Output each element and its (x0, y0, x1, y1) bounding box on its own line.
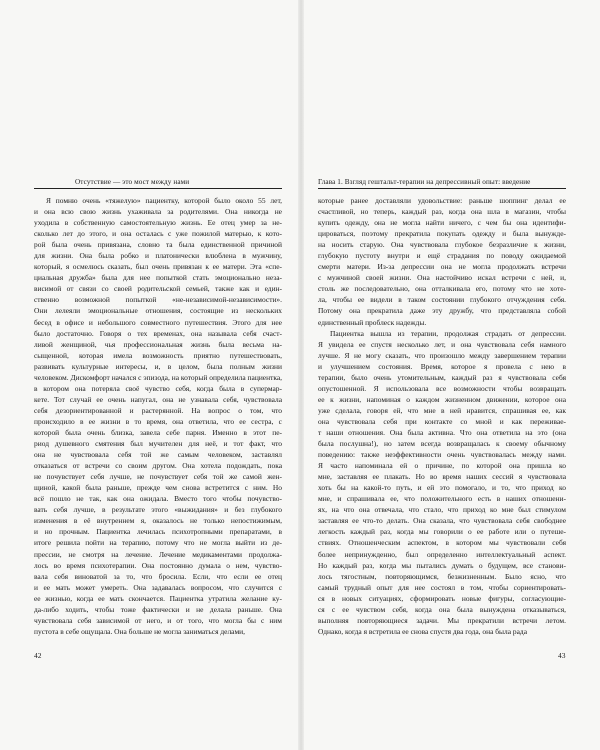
text-line: уже сделала, говоря ей, что мне в ней нравится, спрашивая ее, как (318, 405, 566, 415)
text-line: Они лелеяли эмоциональные отношения, состоящие из нескольких (34, 306, 282, 316)
text-line: ственно возможной попыткой «не-независимой-независимости». (34, 295, 282, 305)
text-line: мне, заставляя ее плакать. Но во время наших сессий я чувствовала (318, 472, 566, 482)
left-page-number: 42 (34, 651, 42, 660)
text-line: ся с ее чувством себя, когда она была вынуждена отказываться, (318, 604, 566, 614)
text-line: сколько лет до этого, и она осталась с уже пожилой матерью, к кото- (34, 229, 282, 239)
text-line: которой была очень близка, завела себе парня. Именно в этот пе- (34, 427, 282, 437)
text-line: хоть бы на какой-то путь, и ей это помогало, и то, что приход ко (318, 483, 566, 493)
text-line: ее жизнью, когда ее мать скончается. Пациентка утратила желание ку- (34, 593, 282, 603)
text-line: купить одежду, она не могла найти ничего, с чем бы она идентифи- (318, 218, 566, 228)
text-line: на носить старую. Она чувствовала глубокое безразличие к жизни, (318, 240, 566, 250)
text-line: да-либо ходить, чтобы тоже фактически и не делала раньше. Она (34, 604, 282, 614)
right-running-head: Глава 1. Взгляд гештальт-терапии на депрессивный опыт: введение (318, 178, 531, 186)
text-line: которые ранее доставляли удовольствие: раньше шоппинг делал ее (318, 196, 566, 205)
text-line: заставляя ее что-то делать. Она сказала, что чувствовала себя свободнее (318, 516, 566, 526)
right-header-rule (318, 188, 566, 189)
text-line: чувствовала себя зависимой от него, и от того, что могла бы с ним (34, 615, 282, 625)
text-line: отказаться от встречи со своим другом. Она хотела подождать, пока (34, 461, 282, 471)
text-line: лось во время психотерапии. Она постоянно думала о нем, чувство- (34, 560, 282, 570)
text-line: прессии, не смотря на лечение. Лечение медикаментами продолжа- (34, 549, 282, 559)
text-line: вала себя виноватой за то, что бросила. Если, что если ее отец (34, 571, 282, 581)
text-line: лучше. Я не могу сказать, что произошло между завершением терапии (318, 350, 566, 360)
text-line: терапии, было очень утомительным, каждый раз я чувствовала себя (318, 372, 566, 382)
text-line: сыщенной, которая имела возможность приятно путешествовать, (34, 350, 282, 360)
text-line: Однако, когда я встретила ее снова спустя два года, она была рада (318, 626, 528, 636)
text-line: было достаточно. Говоря о тех временах, она называла себя счаст- (34, 328, 282, 338)
text-line: она чувствовала себя при контакте со мной и как переживае- (318, 416, 566, 426)
text-line: более непринужденно, был определенно интеллектуальный аспект. (318, 549, 566, 559)
text-line: Пациентка вышла из терапии, продолжая страдать от депрессии. (330, 328, 566, 338)
text-line: себя дезориентированной и растерянной. На вопрос о том, что (34, 405, 282, 415)
text-line: ях, на что она отвечала, что стало, что приход ко мне был стимулом (318, 505, 566, 515)
right-page-number: 43 (558, 651, 566, 660)
text-line: поведению: также неэффективности очень чувствовалась между нами. (318, 450, 566, 460)
text-line: была послушна!), но затем всегда возвращалась к своему обычному (318, 439, 566, 449)
text-line: висимой от связи со своей родительской семьей, также как и един- (34, 284, 282, 294)
left-running-head: Отсутствие — это мост между нами (75, 178, 190, 186)
text-line: ла, чтобы ее видели в таком состоянии глубокого отчуждения себя. (318, 295, 566, 305)
left-page (0, 0, 298, 750)
text-line: рой была очень привязана, словно та была единственной причиной (34, 240, 282, 250)
text-line: с мужчиной своей жизни. Она настойчиво искал встречи с ней, и, (318, 273, 566, 283)
text-line: т наши отношения. Она была активна. Что она ответила на это (она (318, 427, 566, 437)
text-line: Я часто напоминала ей о причине, по которой она пришла ко (318, 461, 566, 471)
text-line: всё пошло не так, как она ожидала. Вместо того чтобы почувство- (34, 494, 282, 504)
text-line: и улучшением состояния. Время, которое я провела с нею в (318, 361, 566, 371)
left-header-rule (34, 188, 282, 189)
text-line: глубокую пустоту внутри и ещё страдания по поводу ожидаемой (318, 251, 566, 261)
text-line: риод душевного смятения был мучителен для неё, и тот факт, что (34, 439, 282, 449)
text-line: столь же последовательно, она отталкивала его, потому что не хоте- (318, 284, 566, 294)
text-line: для жизни. Она была робко и платонически влюблена в мужчину, (34, 251, 282, 261)
right-page (304, 0, 600, 750)
left-page-body (34, 195, 282, 637)
text-line: уходила в собственную самостоятельную жизнь. Ее отец умер за не- (34, 218, 282, 228)
text-line: ся в новых ситуациях, сформировать новые фигуры, согласующие- (318, 593, 566, 603)
text-line: не почувствует себя лучше, не почувствует себя той же самой жен- (34, 472, 282, 482)
text-line: счастливой, но теперь, каждый раз, когда она шла в магазин, чтобы (318, 207, 566, 217)
text-line: человеком. Дискомфорт начался с эпизода, на который определила пациентка, (34, 372, 282, 382)
text-line: и она всю свою жизнь ухаживала за родителями. Она никогда не (34, 207, 282, 217)
text-line: самый трудный опыт для нее состоял в том, чтобы сориентировать- (318, 582, 566, 592)
text-line: ствиях. Отношенческим аспектом, в котором мы чувствовали себя (318, 538, 566, 548)
text-line: щиной, какой была раньше, прежде чем снова встретится с ним. Но (34, 483, 282, 493)
text-line: происходило в ее жизни в то время, она ответила, что ее сестра, с (34, 416, 282, 426)
text-line: пустота в себе ощущала. Она больше не могла заниматься делами, (34, 626, 246, 636)
text-line: и ее мать может умереть. Она задавалась вопросом, что случится с (34, 582, 282, 592)
text-line: Я увидела ее спустя несколько лет, и она чувствовала себя намного (318, 339, 566, 349)
right-page-body (318, 195, 566, 637)
text-line: бесед в офисе и небольшого совместного путешествия. Этого для нее (34, 317, 282, 327)
text-line: Я помню очень «тяжелую» пациентку, которой было около 55 лет, (46, 196, 282, 205)
text-line: циальная дружба» была для нее попыткой стать эмоционально неза- (34, 273, 282, 283)
text-line: который, я осмелюсь сказать, был очень привязан к ее матери. Эта «спе- (34, 262, 282, 272)
text-line: цироваться, поэтому прекратила покупать одежду и была вынужде- (318, 229, 566, 239)
text-line: Но каждый раз, когда мы пытались думать о будущем, все станови- (318, 560, 566, 570)
text-line: смерти матери. Из-за депрессии она не могла продолжать встречи (318, 262, 566, 272)
text-line: ливой женщиной, чья профессиональная жизнь была весьма на- (34, 339, 282, 349)
text-line: единственный проблеск надежды. (318, 317, 427, 327)
text-line: и но прочным. Пациентка лечилась психотропными препаратами, в (34, 527, 282, 537)
text-line: легкость каждый раз, когда мы говорили о ее работе или о путеше- (318, 527, 566, 537)
text-line: итоге решила пойти на терапию, потому что не могла выйти из де- (34, 538, 282, 548)
text-line: Потому она прекратила даже эту дружбу, что представляла собой (318, 306, 566, 316)
text-line: лось тягостным, повторяющимся, безжизненным. Было ясно, что (318, 571, 566, 581)
text-line: выполняя повторяющиеся задачи. Мы прекратили встречи летом. (318, 615, 566, 625)
text-line: кете. Тот случай ее очень напугал, она не узнавала себя, чувствовала (34, 394, 282, 404)
text-line: изменения в её внутреннем я, оказалось не только непостижимым, (34, 516, 282, 526)
text-line: мне, и спрашивала ее, что положительного есть в наших отношени- (318, 494, 566, 504)
text-line: она не чувствовала себя той же самым человеком, заставлял (34, 450, 282, 460)
text-line: ее к жизни, напоминая о каждом жизненном движении, которое она (318, 394, 566, 404)
text-line: развивать культурные интересы, и, в целом, была полным жизни (34, 361, 282, 371)
text-line: опустошенной. Я использовала все возможности чтобы возвращать (318, 383, 566, 393)
text-line: в котором она потеряла своё чувство себя, когда была в супермар- (34, 383, 282, 393)
text-line: вать себя лучше, в результате этого «выжидания» и без глубокого (34, 505, 282, 515)
